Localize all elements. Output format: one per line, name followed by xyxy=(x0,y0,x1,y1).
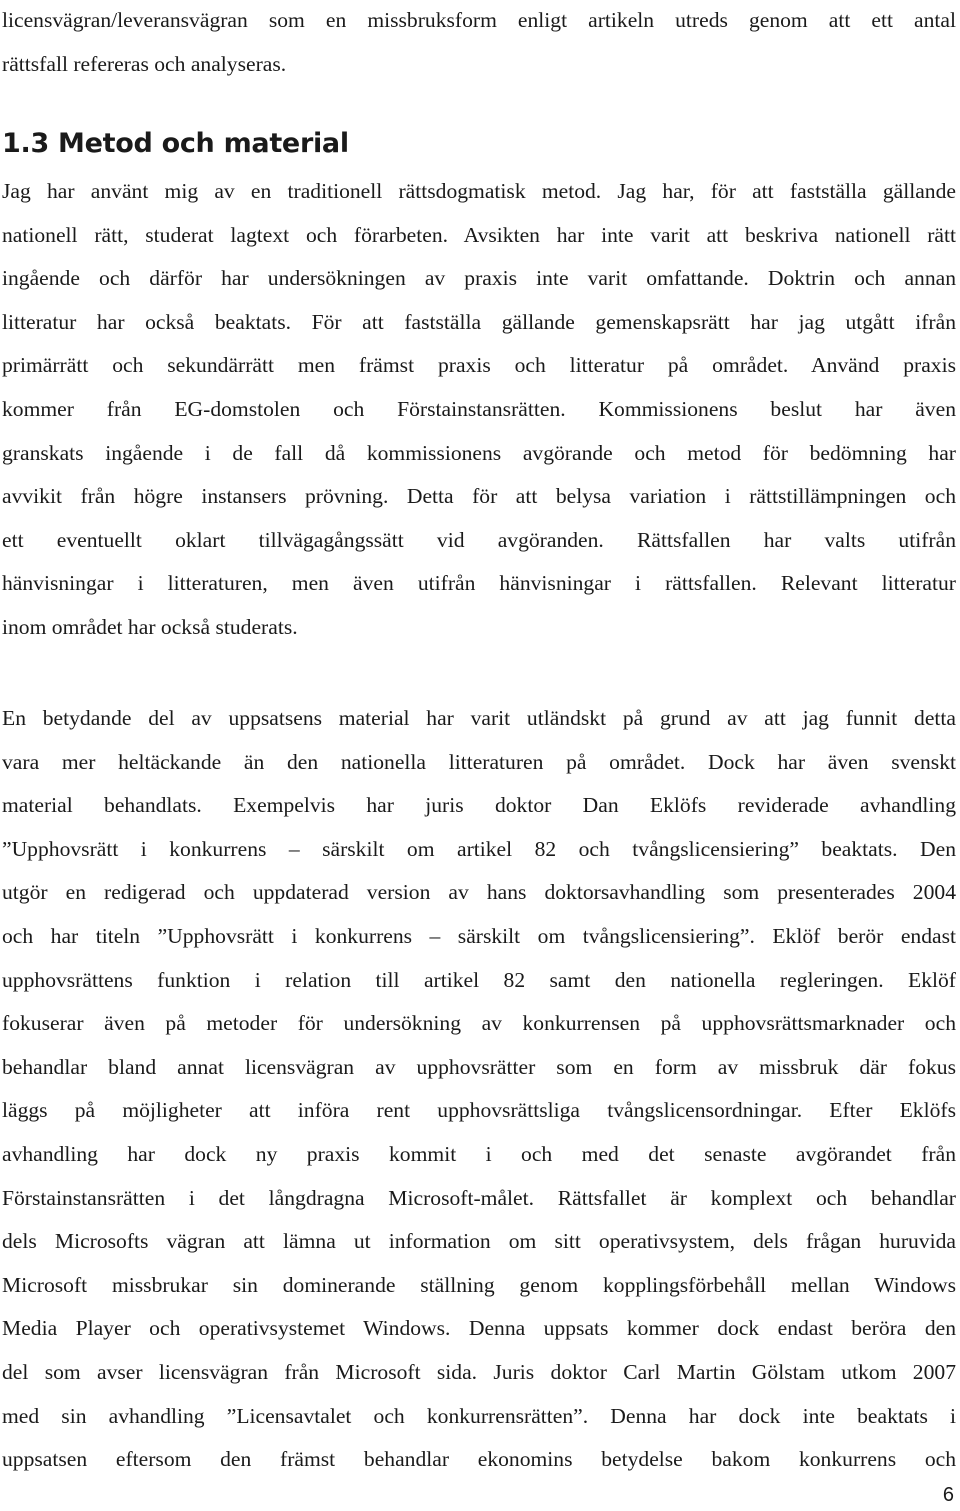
text-line: hänvisningar i litteraturen, men även utifrån hänvisningar i rättsfallen. Relevant litteratur xyxy=(2,571,956,596)
text-line: licensvägran/leveransvägran som en missbruksform enligt artikeln utreds genom att ett antal xyxy=(2,8,956,32)
text-line: Media Player och operativsystemet Windows. Denna uppsats kommer dock endast beröra den xyxy=(2,1316,956,1341)
text-line: litteratur har också beaktats. För att fastställa gällande gemenskapsrätt har jag utgått ifrån xyxy=(2,309,956,334)
text-line: utgör en redigerad och uppdaterad version av hans doktorsavhandling som presenterades 2004 xyxy=(2,880,956,905)
text-line: Microsoft missbrukar sin dominerande ställning genom kopplingsförbehåll mellan Windows xyxy=(2,1272,956,1297)
text-line: del som avser licensvägran från Microsoft sida. Juris doktor Carl Martin Gölstam utkom 2007 xyxy=(2,1359,956,1384)
text-line: och har titeln ”Upphovsrätt i konkurrens – särskilt om tvångslicensiering”. Eklöf berör endast xyxy=(2,923,956,948)
text-line: rättsfall refereras och analyseras. xyxy=(2,51,287,76)
text-line: material behandlats. Exempelvis har juris doktor Dan Eklöfs reviderade avhandling xyxy=(2,793,956,818)
text-line: inom området har också studerats. xyxy=(2,614,298,639)
text-line: granskats ingående i de fall då kommissionens avgörande och metod för bedömning har xyxy=(2,440,956,465)
text-line: Jag har använt mig av en traditionell rättsdogmatisk metod. Jag har, för att fastställa gällande xyxy=(2,179,956,203)
text-line: primärrätt och sekundärrätt men främst praxis och litteratur på området. Använd praxis xyxy=(2,353,956,378)
text-line: ett eventuellt oklart tillvägagångssätt vid avgöranden. Rättsfallen har valts utifrån xyxy=(2,527,956,552)
text-line: ingående och därför har undersökningen av praxis inte varit omfattande. Doktrin och annan xyxy=(2,266,956,291)
text-line: läggs på möjligheter att införa rent upphovsrättsliga tvångslicensordningar. Efter Eklöfs xyxy=(2,1098,956,1123)
text-line: kommer från EG-domstolen och Förstainstansrätten. Kommissionens beslut har även xyxy=(2,396,956,421)
text-line: dels Microsofts vägran att lämna ut information om sitt operativsystem, dels frågan huruvida xyxy=(2,1229,956,1254)
section-heading: 1.3 Metod och material xyxy=(2,128,349,159)
text-line: ”Upphovsrätt i konkurrens – särskilt om artikel 82 och tvångslicensiering” beaktats. Den xyxy=(2,836,956,861)
text-line: En betydande del av uppsatsens material har varit utländskt på grund av att jag funnit detta xyxy=(2,706,956,730)
method-paragraph xyxy=(2,170,956,650)
material-paragraph xyxy=(2,697,956,1482)
text-line: med sin avhandling ”Licensavtalet och konkurrensrätten”. Denna har dock inte beaktats i xyxy=(2,1403,956,1428)
text-line: vara mer heltäckande än den nationella litteraturen på området. Dock har även svenskt xyxy=(2,749,956,774)
text-line: uppsatsen eftersom den främst behandlar ekonomins betydelse bakom konkurrens och xyxy=(2,1447,956,1472)
text-line: upphovsrättens funktion i relation till artikel 82 samt den nationella regleringen. Eklöf xyxy=(2,967,956,992)
text-line: Förstainstansrätten i det långdragna Microsoft-målet. Rättsfallet är komplext och behandlar xyxy=(2,1185,956,1210)
text-line: avhandling har dock ny praxis kommit i och med det senaste avgörandet från xyxy=(2,1141,956,1166)
intro-paragraph xyxy=(2,0,956,86)
text-line: avvikit från högre instansers prövning. Detta för att belysa variation i rättstillämpningen och xyxy=(2,484,956,509)
page-number: 6 xyxy=(942,1484,954,1506)
text-line: fokuserar även på metoder för undersökning av konkurrensen på upphovsrättsmarknader och xyxy=(2,1011,956,1036)
text-line: behandlar bland annat licensvägran av upphovsrätter som en form av missbruk där fokus xyxy=(2,1054,956,1079)
text-line: nationell rätt, studerat lagtext och förarbeten. Avsikten har inte varit att beskriva nationell rätt xyxy=(2,222,956,247)
